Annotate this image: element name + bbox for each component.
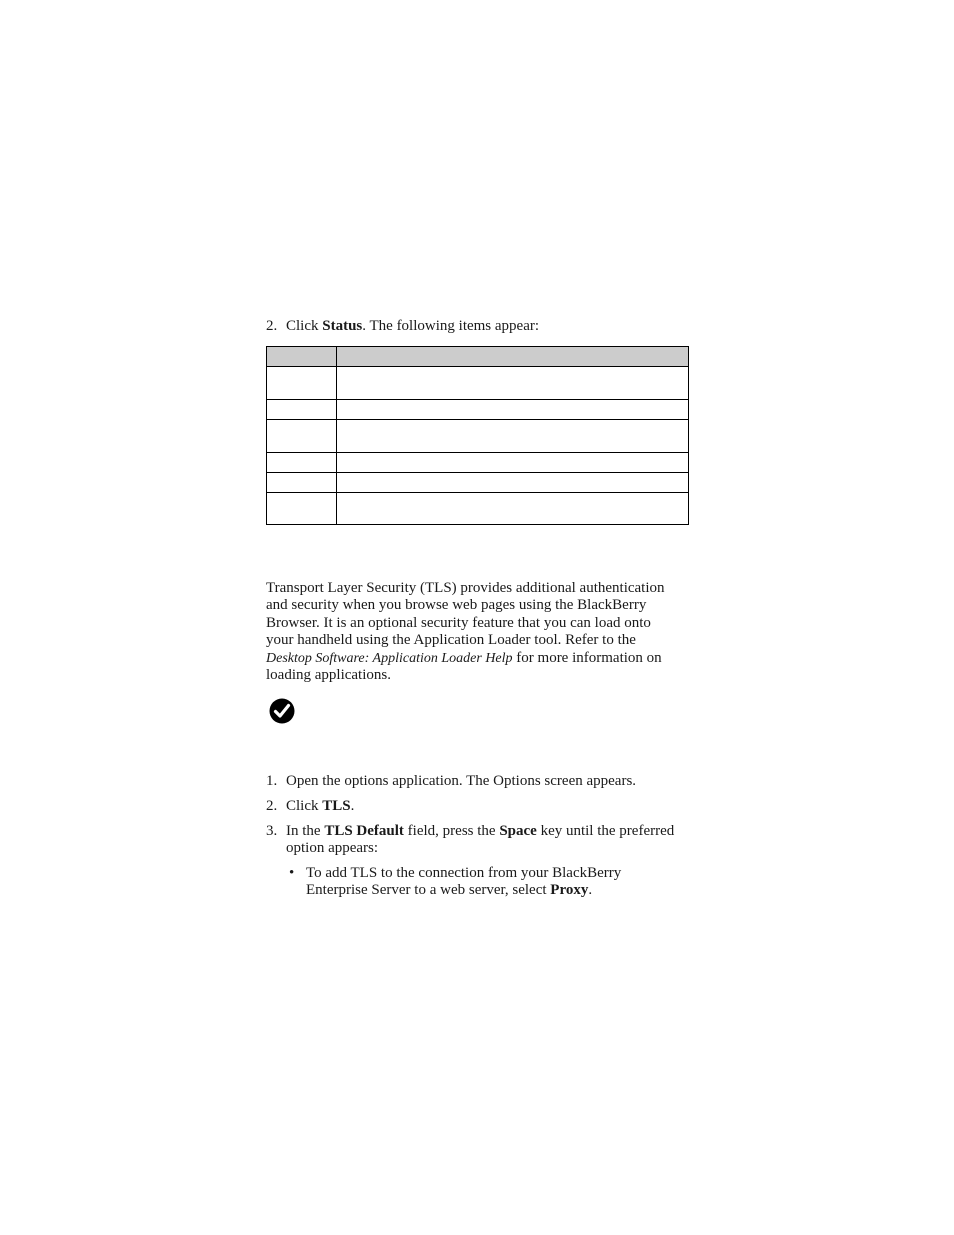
table-row (267, 420, 689, 453)
step-status-text (286, 318, 696, 335)
checkmark-circle-icon (269, 698, 295, 724)
table-cell (267, 453, 337, 473)
table-cell (337, 420, 689, 453)
paragraph-text: for more information on (512, 649, 662, 666)
paragraph-line: Browser. It is an optional security feature that you can load onto (266, 614, 651, 631)
table-cell (337, 473, 689, 493)
paragraph-line: your handheld using the Application Loader tool. Refer to the (266, 632, 636, 649)
step-text: key until the preferred (536, 823, 675, 839)
step-text: field, press the (403, 823, 500, 839)
step-line: option appears: (286, 840, 379, 857)
tls-description (266, 580, 696, 684)
step-text: . The following items appear: (362, 318, 540, 334)
bullet-text: . (588, 882, 593, 899)
table-header-cell (267, 347, 337, 367)
proxy-term: Proxy (550, 882, 589, 899)
table-row (267, 473, 689, 493)
table-cell (267, 367, 337, 400)
table-cell (337, 493, 689, 525)
help-reference: Desktop Software: Application Loader Help (266, 650, 513, 666)
table-cell (337, 400, 689, 420)
space-key-term: Space (499, 823, 537, 839)
step-tls (286, 798, 696, 815)
step-number: 2. (266, 318, 278, 334)
step-line (286, 823, 696, 840)
paragraph-line: Transport Layer Security (TLS) provides additional authentication (266, 580, 665, 596)
paragraph-line: and security when you browse web pages using the BlackBerry (266, 597, 647, 614)
table-row (267, 367, 689, 400)
step-text: In the (286, 823, 325, 839)
step-tls-default (286, 823, 696, 858)
table-cell (267, 493, 337, 525)
table-cell (267, 473, 337, 493)
table-cell (337, 367, 689, 400)
table-row (267, 400, 689, 420)
tls-default-term: TLS Default (324, 823, 404, 839)
status-term: Status (322, 318, 363, 334)
step-text: Click (286, 318, 323, 334)
status-items-table (266, 346, 689, 525)
bullet-symbol: • (289, 865, 295, 881)
table-cell (267, 420, 337, 453)
paragraph-line: loading applications. (266, 667, 391, 684)
step-number: 2. (266, 798, 278, 814)
table-row (267, 453, 689, 473)
step-text: Click (286, 798, 323, 814)
step-number: 3. (266, 823, 278, 839)
step-text: Open the options application. The Options screen appears. (286, 773, 637, 789)
step-number: 1. (266, 773, 278, 789)
bullet-item (306, 865, 696, 900)
bullet-line: To add TLS to the connection from your BlackBerry (306, 865, 622, 881)
table-cell (337, 453, 689, 473)
table-cell (267, 400, 337, 420)
tls-term: TLS (322, 798, 351, 814)
table-row (267, 493, 689, 525)
bullet-line (306, 882, 696, 899)
table-header-row (267, 347, 689, 367)
bullet-text: Enterprise Server to a web server, select (306, 882, 551, 899)
step-text: . (350, 798, 355, 814)
table-header-cell (337, 347, 689, 367)
paragraph-line (266, 650, 696, 667)
